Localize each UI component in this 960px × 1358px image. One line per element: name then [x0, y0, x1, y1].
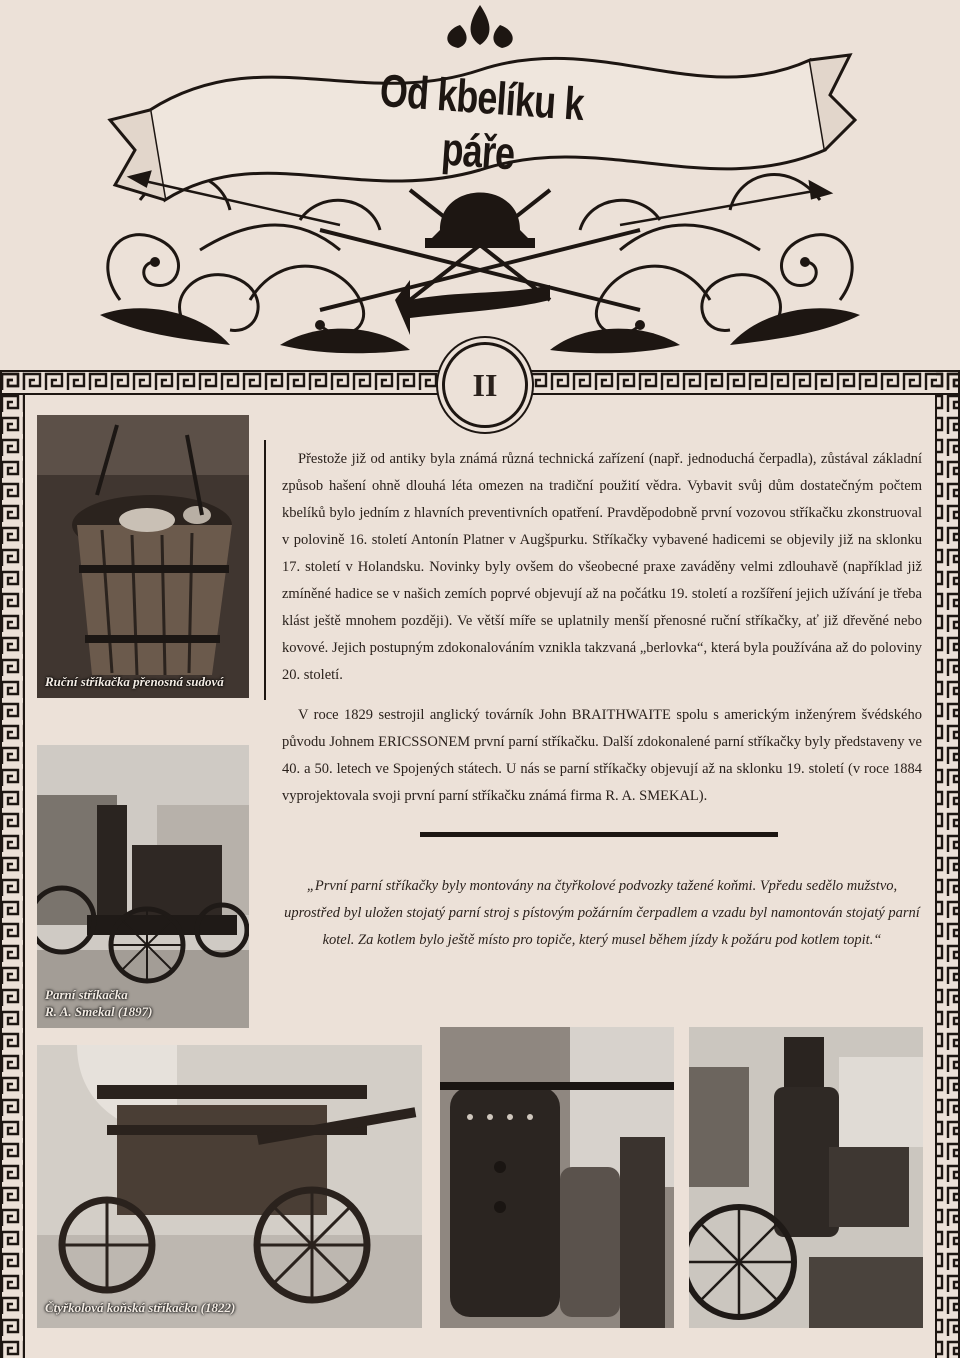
caption-line: Čtyřkolová koňská stříkačka (1822): [45, 1300, 236, 1315]
quote-steam-pump: „První parní stříkačky byly montovány na čtyřkolové podvozky tažené koňmi. Vpředu sedělo mužstvo, uprostřed byl uložen stojatý parní stroj s pístovým požárním čerpadlem a vzadu byl namontován stojatý parní kotel. Za kotlem bylo ještě místo pro topiče, který musel během jízdy k požáru pod kotlem topit.“: [284, 878, 920, 948]
horizontal-rule: [420, 832, 778, 837]
paragraph-steam-pumps: V roce 1829 sestrojil anglický továrník John BRAITHWAITE spolu s americkým inženýrem švédského původu Johnem ERICSSONEM první parní stříkačku. Další zdokonalené parní stříkačky byly představeny ve 40. a 50. letech ve Spojených státech. U nás se parní stříkačky objevují až na sklonku 19. století (v roce 1884 vyprojektovala svoji první parní stříkačku známá firma R. A. SMEKAL).: [282, 707, 922, 804]
caption-line: Ruční stříkačka přenosná sudová: [45, 674, 224, 689]
paragraph-history: Přestože již od antiky byla známá různá technická zařízení (např. jednoduchá čerpadla), zůstával základní způsob hašení ohně dlouhá léta omezen na tradiční použití vědra. Vybavit svůj dům dostatečným počtem kbelíků bylo jedním z hlavních preventivních opatření. Pravděpodobně první vozovou stříkačku zkonstruoval v polovině 16. století Antonín Platner v Augšpurku. Stříkačky vybavené hadicemi se objevily již na sklonku 17. století v Holandsku. Novinky byly ovšem do všeobecné praxe zaváděny velmi zdlouhavě (například již zmíněné hadice se v našich zemích poprvé objevují až na počátku 19. století a rozšíření jejich užívání je třeba klást ještě mnohem později). Ve větší míře se uplatnily menší přenosné ruční stříkačky, ať již dřevěné nebo kovové. Jejich postupným zdokonalováním vznikla takzvaná „berlovka“, která byla používána až do poloviny 20. století.: [282, 451, 922, 683]
page-title: Od kbelíku k páře: [378, 64, 586, 180]
photo-steam-pump: [37, 745, 249, 1028]
photo-boiler-detail: [440, 1027, 674, 1328]
photo-steam-engine-detail: [689, 1027, 923, 1328]
photo-horse-pump: [37, 1045, 422, 1328]
photo-bucket-pump: [37, 415, 249, 698]
chapter-badge: II: [442, 342, 528, 428]
text-divider-vertical: [264, 440, 266, 700]
caption-line: R. A. Smekal (1897): [45, 1004, 153, 1019]
header-ornament: [80, 0, 880, 365]
caption-line: Parní stříkačka: [45, 987, 128, 1002]
